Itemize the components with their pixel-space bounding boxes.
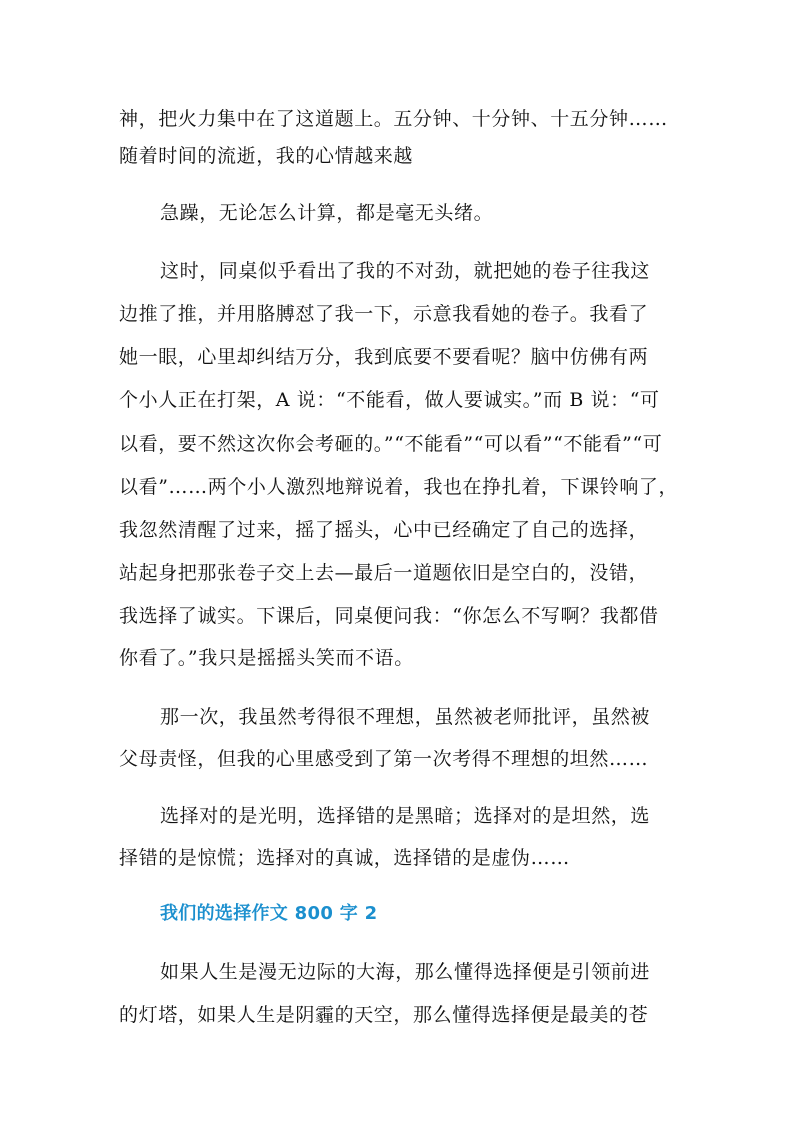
paragraph-line: 以看，要不然这次你会考砸的。”“不能看”“可以看”“不能看”“可 [119,433,663,455]
paragraph-line: 如果人生是漫无边际的大海，那么懂得选择便是引领前进 [160,961,651,983]
paragraph-line: 神，把火力集中在了这道题上。五分钟、十分钟、十五分钟…… [119,108,668,130]
paragraph-line: 个小人正在打架，A 说：“不能看，做人要诚实。”而 B 说：“可 [119,389,660,411]
paragraph-line: 我忽然清醒了过来，摇了摇头，心中已经确定了自己的选择， [119,519,649,541]
paragraph-line: 你看了。”我只是摇摇头笑而不语。 [119,647,414,669]
paragraph-line: 站起身把那张卷子交上去—最后一道题依旧是空白的，没错， [119,562,649,584]
paragraph-line: 那一次，我虽然考得很不理想，虽然被老师批评，虽然被 [160,706,651,728]
paragraph-line: 急躁，无论怎么计算，都是毫无头绪。 [160,202,494,224]
paragraph-line: 以看”……两个小人激烈地辩说着，我也在挣扎着，下课铃响了， [119,476,679,498]
paragraph-line: 随着时间的流逝，我的心情越来越 [119,145,414,167]
paragraph-line: 我选择了诚实。下课后，同桌便问我：“你怎么不写啊？我都借 [119,605,659,627]
paragraph-line: 她一眼，心里却纠结万分，我到底要不要看呢？脑中仿佛有两 [119,346,649,368]
paragraph-line: 择错的是惊慌；选择对的真诚，选择错的是虚伪…… [119,847,570,869]
paragraph-line: 边推了推，并用胳膊怼了我一下，示意我看她的卷子。我看了 [119,303,649,325]
paragraph-line: 这时，同桌似乎看出了我的不对劲，就把她的卷子往我这 [160,260,651,282]
paragraph-line: 选择对的是光明，选择错的是黑暗；选择对的是坦然，选 [160,805,651,827]
section-heading: 我们的选择作文 800 字 2 [160,903,378,924]
paragraph-line: 父母责怪，但我的心里感受到了第一次考得不理想的坦然…… [119,748,649,770]
paragraph-line: 的灯塔，如果人生是阴霾的天空，那么懂得选择便是最美的苍 [119,1004,649,1026]
